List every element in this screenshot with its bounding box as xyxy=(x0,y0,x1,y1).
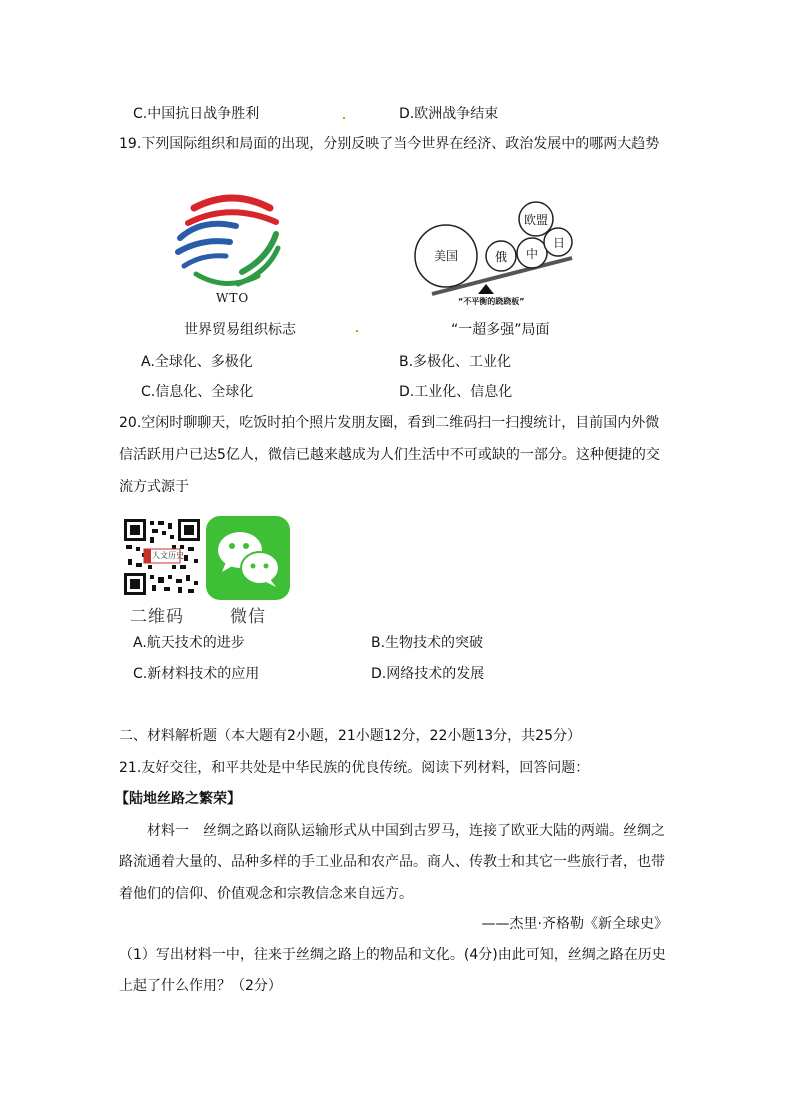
q21-source: ——杰里·齐格勒《新全球史》 xyxy=(481,916,668,932)
q20-option-c: C.新材料技术的应用 xyxy=(133,666,260,682)
seesaw-label-eu: 欧盟 xyxy=(524,213,549,227)
seesaw-label-russia: 俄 xyxy=(495,250,508,264)
q20-stem-line1: 20.空闲时聊聊天，吃饭时拍个照片发朋友圈，看到二维码扫一扫搜统计，目前国内外微 xyxy=(119,415,660,431)
q19-figure1-caption: 世界贸易组织标志 xyxy=(184,322,296,338)
qr-code-label: 二维码 xyxy=(130,607,184,627)
decor-dot xyxy=(343,117,345,119)
q21-sub1-line2: 上起了什么作用？（2分） xyxy=(119,978,282,994)
q21-material-line1: 材料一 丝绸之路以商队运输形式从中国到古罗马，连接了欧亚大陆的两端。丝绸之 xyxy=(147,823,665,839)
seesaw-board-label: “不平衡的跷跷板” xyxy=(458,297,525,306)
q20-stem-line3: 流方式源于 xyxy=(119,479,189,495)
seesaw-label-japan: 日 xyxy=(553,236,566,250)
q18-option-c: C.中国抗日战争胜利 xyxy=(133,106,260,122)
seesaw-illustration xyxy=(408,198,578,310)
section2-heading: 二、材料解析题（本大题有2小题，21小题12分，22小题13分，共25分） xyxy=(119,728,581,744)
q20-option-b: B.生物技术的突破 xyxy=(371,635,484,651)
q20-stem-line2: 信活跃用户已达5亿人，微信已越来越成为人们生活中不可或缺的一部分。这种便捷的交 xyxy=(119,447,660,463)
q21-stem: 21.友好交往，和平共处是中华民族的优良传统。阅读下列材料，回答问题： xyxy=(119,760,590,776)
q21-material-line2: 路流通着大量的、品种多样的手工业品和农产品。商人、传教士和其它一些旅行者，也带 xyxy=(119,854,665,870)
wto-logo-text: WTO xyxy=(216,291,250,305)
q19-option-a: A.全球化、多极化 xyxy=(141,354,253,370)
wto-logo-image xyxy=(172,190,284,305)
q19-option-c: C.信息化、全球化 xyxy=(141,384,254,400)
qr-stamp-text: 人文历史 xyxy=(152,551,184,560)
decor-dot xyxy=(356,330,358,332)
q21-subheading: 【陆地丝路之繁荣】 xyxy=(115,791,241,807)
q20-option-d: D.网络技术的发展 xyxy=(371,666,485,682)
q19-option-b: B.多极化、工业化 xyxy=(399,354,512,370)
wechat-label: 微信 xyxy=(230,607,266,627)
seesaw-label-usa: 美国 xyxy=(434,249,459,263)
q21-material-line3: 着他们的信仰、价值观念和宗教信念来自远方。 xyxy=(119,886,413,902)
wto-logo-icon xyxy=(172,190,284,305)
q20-option-a: A.航天技术的进步 xyxy=(133,635,245,651)
seesaw-label-china: 中 xyxy=(526,247,539,261)
qr-code-image xyxy=(124,519,200,595)
q21-sub1-line1: （1）写出材料一中，往来于丝绸之路上的物品和文化。(4分)由此可知，丝绸之路在历史 xyxy=(119,947,666,963)
wechat-icon xyxy=(206,516,290,600)
q19-option-d: D.工业化、信息化 xyxy=(399,384,513,400)
q19-figure2-caption: “一超多强”局面 xyxy=(451,322,550,338)
q19-stem: 19.下列国际组织和局面的出现，分别反映了当今世界在经济、政治发展中的哪两大趋势 xyxy=(119,136,660,152)
q18-option-d: D.欧洲战争结束 xyxy=(399,106,499,122)
